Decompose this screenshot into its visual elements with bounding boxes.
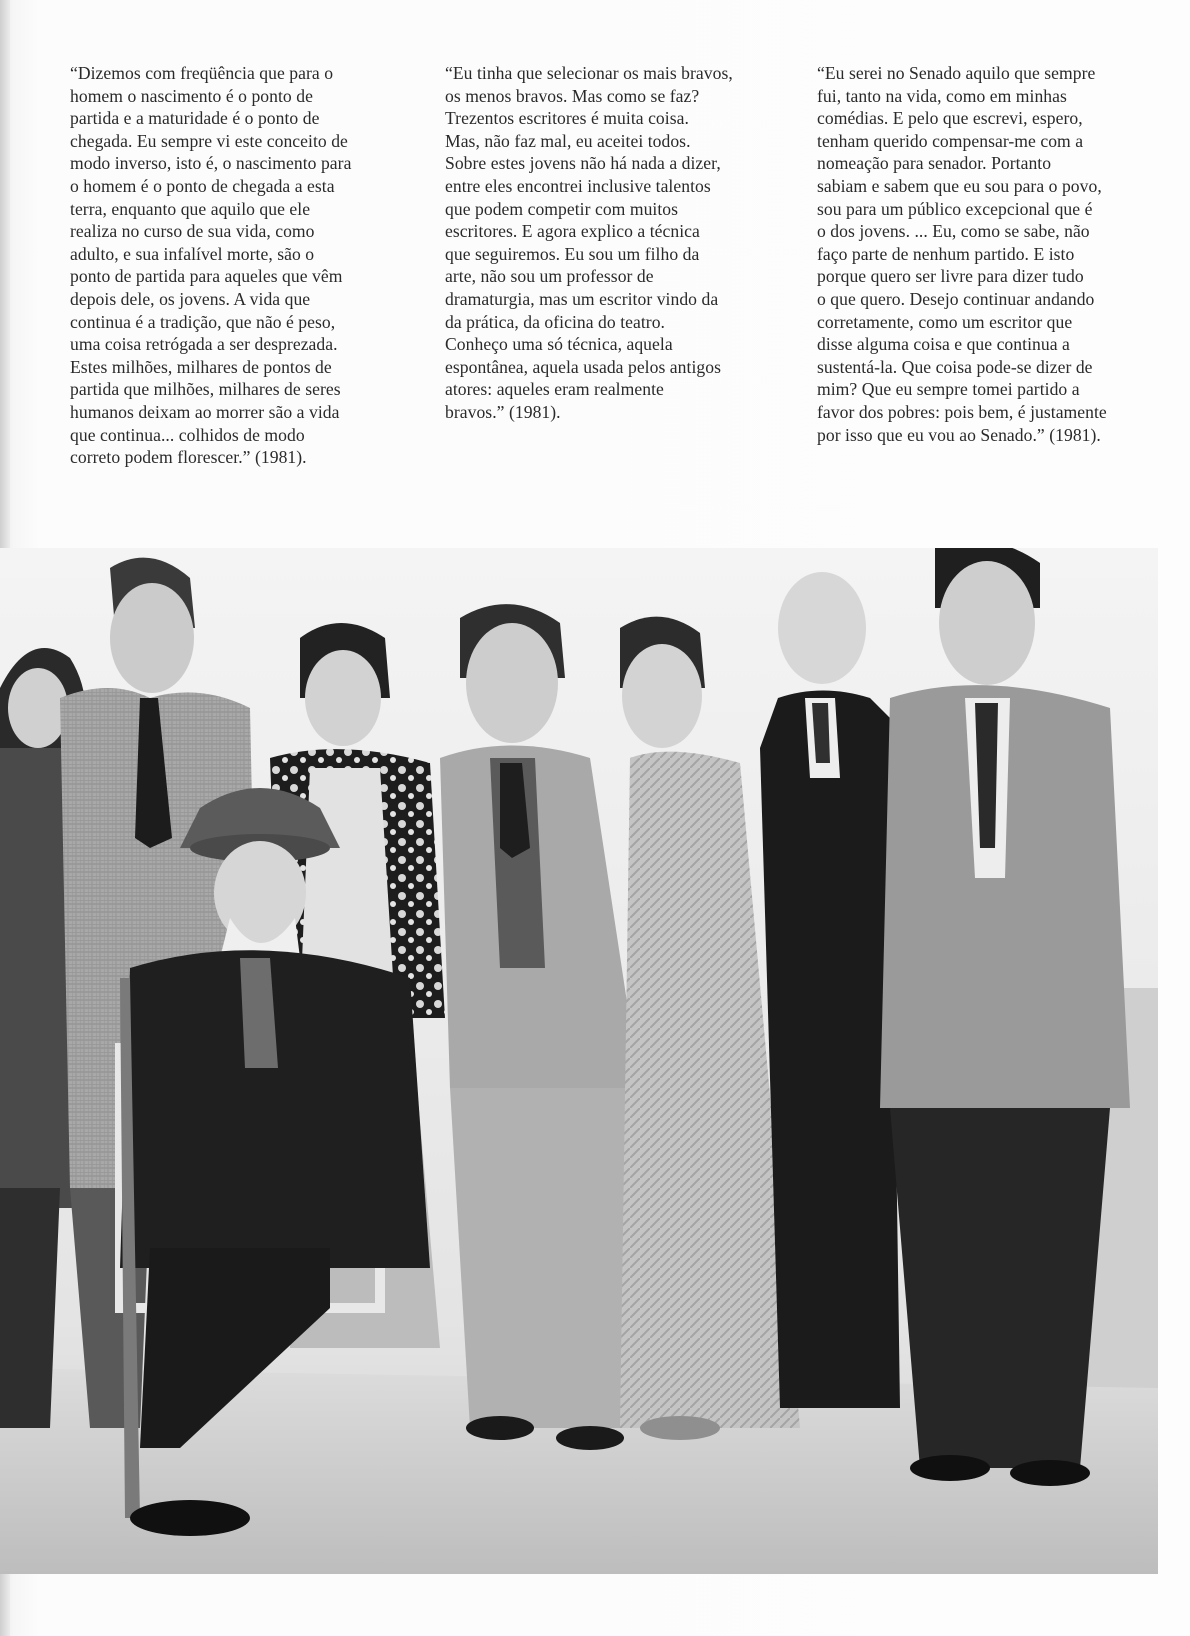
quote-column-right: “Eu serei no Senado aquilo que sempre fui, tanto na vida, como em minhas comédias. E pelo que escrevi, espero, tenham querido compensar-me com a nomeação para senador. Portanto sabiam e sabem que eu sou para o povo, sou para um público excepcional que é o dos jovens. ... Eu, como se sabe, não faço parte de nenhum partido. E isto porque quero ser livre para dizer tudo o que quero. Desejo continuar andando corretamente, como um escritor que disse alguma coisa e que continua a sustentá-la. Que coisa pode-se dizer de mim? Que eu sempre tomei partido a favor dos pobres: pois bem, é justamente por isso que eu vou ao Senado.” (1981). <box>817 63 1107 445</box>
group-portrait-photo <box>0 548 1158 1574</box>
photo-illustration <box>0 548 1158 1574</box>
quote-column-left: “Dizemos com freqüência que para o homem o nascimento é o ponto de partida e a maturidade é o ponto de chegada. Eu sempre vi este conceito de modo inverso, isto é, o nascimento para o homem é o ponto de chegada a esta terra, enquanto que aquilo que ele realiza no curso de sua vida, como adulto, e sua infalível morte, são o ponto de partida para aqueles que vêm depois dele, os jovens. A vida que continua é a tradição, que não é peso, uma coisa retrógada a ser desprezada. Estes milhões, milhares de pontos de partida que milhões, milhares de seres humanos deixam ao morrer são a vida que continua... colhidos de modo correto podem florescer.” (1981). <box>70 63 352 468</box>
quote-column-middle: “Eu tinha que selecionar os mais bravos, os menos bravos. Mas como se faz? Trezentos escritores é muita coisa. Mas, não faz mal, eu aceitei todos. Sobre estes jovens não há nada a dizer, entre eles encontrei inclusive talentos que podem competir com muitos escritores. E agora explico a técnica que seguiremos. Eu sou um filho da arte, não sou um professor de dramaturgia, mas um escritor vindo da da prática, da oficina do teatro. Conheço uma só técnica, aquela espontânea, aquela usada pelos antigos atores: aqueles eram realmente bravos.” (1981). <box>445 63 733 422</box>
